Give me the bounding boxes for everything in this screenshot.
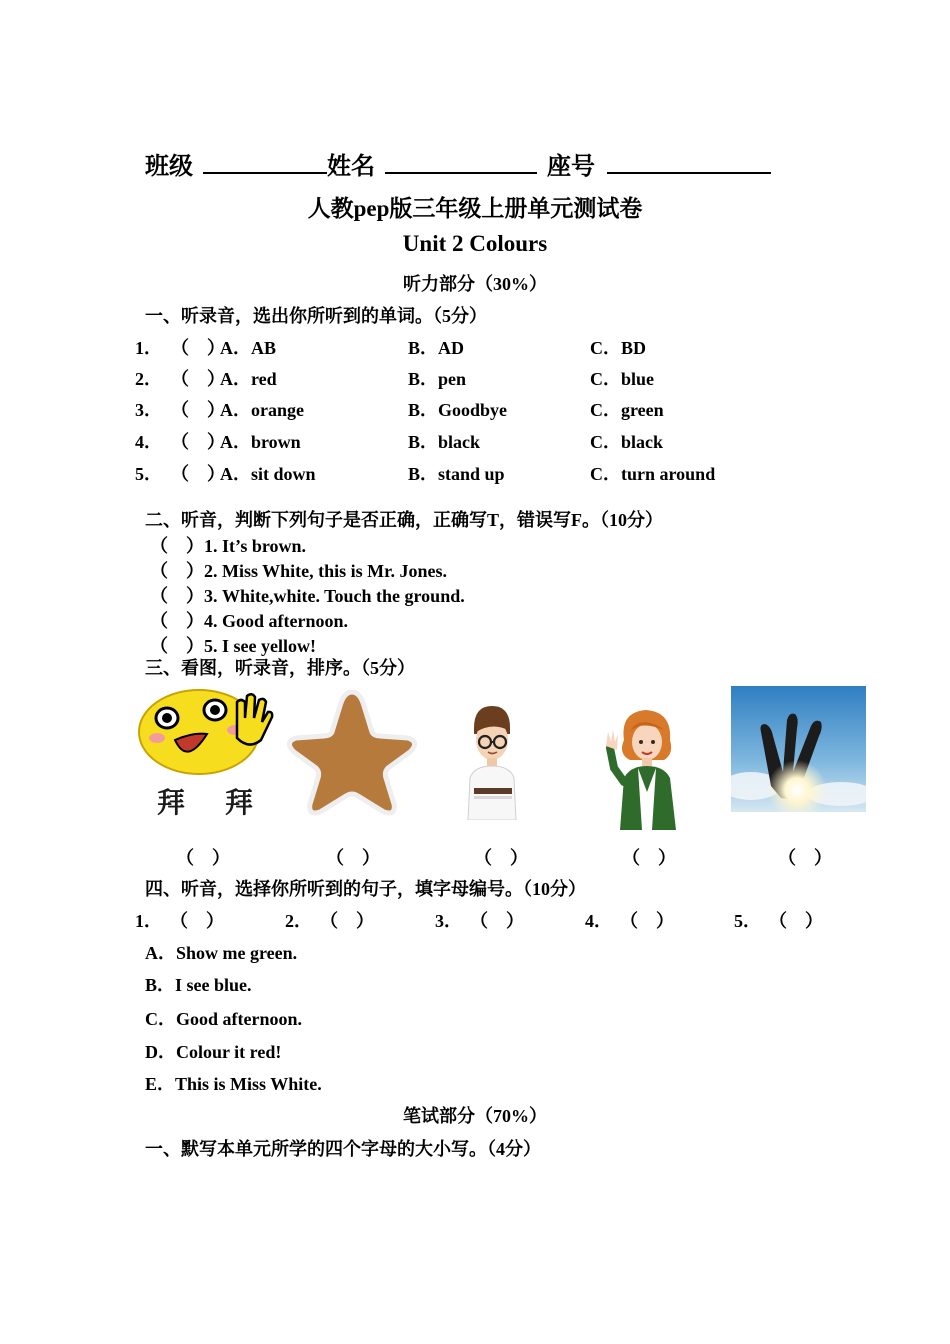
listening-heading: 听力部分（30%） — [403, 274, 547, 294]
part1-item-1 — [135, 334, 835, 360]
item-number: 2． — [135, 369, 162, 389]
sky-hand-picture — [731, 686, 866, 812]
picture-2-blank[interactable]: （ ） — [326, 848, 380, 868]
item-number: 1． — [135, 338, 162, 358]
part2-item-3: （ ）3. White,white. Touch the ground. — [150, 586, 465, 606]
answer-blank[interactable]: （ ） — [470, 911, 524, 931]
item-number: 2． — [285, 911, 312, 931]
star-icon — [286, 688, 418, 820]
part4-option-b: B．I see blue. — [145, 975, 252, 995]
answer-blank[interactable]: （ ） — [171, 464, 225, 484]
option-a: A．AB — [220, 338, 277, 358]
part1-item-5 — [135, 460, 835, 486]
header-line — [145, 146, 771, 181]
option-b: B．stand up — [408, 464, 505, 484]
part4-option-a: A．Show me green. — [145, 943, 298, 963]
bye-emoji-picture — [137, 688, 277, 819]
part2-item-4: （ ）4. Good afternoon. — [150, 611, 348, 631]
picture-3-blank[interactable]: （ ） — [474, 848, 528, 868]
answer-blank[interactable]: （ ） — [769, 911, 823, 931]
answer-blank[interactable]: （ ） — [171, 400, 225, 420]
writing-heading: 笔试部分（70%） — [403, 1106, 547, 1126]
part1-heading: 一、听录音，选出你所听到的单词。（5分） — [145, 306, 487, 326]
part2-heading: 二、听音，判断下列句子是否正确，正确写T，错误写F。（10分） — [145, 510, 663, 530]
part1-item-3 — [135, 396, 835, 422]
answer-blank[interactable]: （ ） — [170, 911, 224, 931]
boy-picture — [460, 704, 520, 820]
unit-title: Unit 2 Colours — [402, 231, 548, 256]
part2-item-1: （ ）1. It’s brown. — [150, 536, 307, 556]
option-b: B．pen — [408, 369, 467, 389]
page-title: 人教pep版三年级上册单元测试卷 — [307, 196, 643, 221]
item-number: 4． — [585, 911, 612, 931]
part2-item-2: （ ）2. Miss White, this is Mr. Jones. — [150, 561, 448, 581]
answer-blank[interactable]: （ ） — [320, 911, 374, 931]
writing-part1-heading: 一、默写本单元所学的四个字母的大小写。（4分） — [145, 1139, 541, 1159]
part4-option-e: E．This is Miss White. — [145, 1074, 322, 1094]
bye-bye-text: 拜 拜 — [157, 786, 260, 819]
seat-label: 座号 — [547, 154, 595, 180]
option-a: A．red — [220, 369, 277, 389]
boy-with-glasses-icon — [460, 704, 520, 820]
part2-item-5: （ ）5. I see yellow! — [150, 636, 316, 656]
item-number: 1． — [135, 911, 162, 931]
part1-item-2 — [135, 365, 835, 391]
woman-picture — [606, 706, 686, 830]
answer-blank[interactable]: （ ） — [171, 369, 225, 389]
part4-option-c: C．Good afternoon. — [145, 1009, 302, 1029]
sunlight-hand-photo-icon — [731, 686, 866, 812]
item-number: 5． — [135, 464, 162, 484]
part3-heading: 三、看图，听录音，排序。（5分） — [145, 658, 415, 678]
option-b: B．AD — [408, 338, 465, 358]
part4-blanks — [0, 907, 950, 933]
picture-4-blank[interactable]: （ ） — [622, 848, 676, 868]
item-number: 4． — [135, 432, 162, 452]
name-label: 姓名 — [327, 154, 375, 180]
option-b: B．Goodbye — [408, 400, 508, 420]
item-number: 3． — [135, 400, 162, 420]
part4-option-d: D．Colour it red! — [145, 1042, 282, 1062]
item-number: 3． — [435, 911, 462, 931]
brown-star-picture — [286, 688, 418, 820]
picture-1-blank[interactable]: （ ） — [176, 848, 230, 868]
option-a: A．brown — [220, 432, 301, 452]
answer-blank[interactable]: （ ） — [171, 338, 225, 358]
part3-blanks — [0, 844, 950, 868]
answer-blank[interactable]: （ ） — [171, 432, 225, 452]
option-c: C．turn around — [590, 464, 716, 484]
part1-item-4 — [135, 428, 835, 454]
woman-waving-icon — [606, 706, 686, 830]
option-c: C．blue — [590, 369, 655, 389]
option-c: C．black — [590, 432, 664, 452]
option-a: A．sit down — [220, 464, 316, 484]
option-c: C．BD — [590, 338, 647, 358]
waving-face-icon — [137, 688, 277, 778]
part4-heading: 四、听音，选择你所听到的句子，填字母编号。（10分） — [145, 879, 586, 899]
seat-blank[interactable] — [607, 150, 771, 174]
class-blank[interactable] — [203, 150, 327, 174]
answer-blank[interactable]: （ ） — [620, 911, 674, 931]
item-number: 5． — [734, 911, 761, 931]
picture-5-blank[interactable]: （ ） — [778, 848, 832, 868]
name-blank[interactable] — [385, 150, 537, 174]
option-b: B．black — [408, 432, 481, 452]
option-c: C．green — [590, 400, 664, 420]
class-label: 班级 — [145, 154, 193, 180]
option-a: A．orange — [220, 400, 304, 420]
